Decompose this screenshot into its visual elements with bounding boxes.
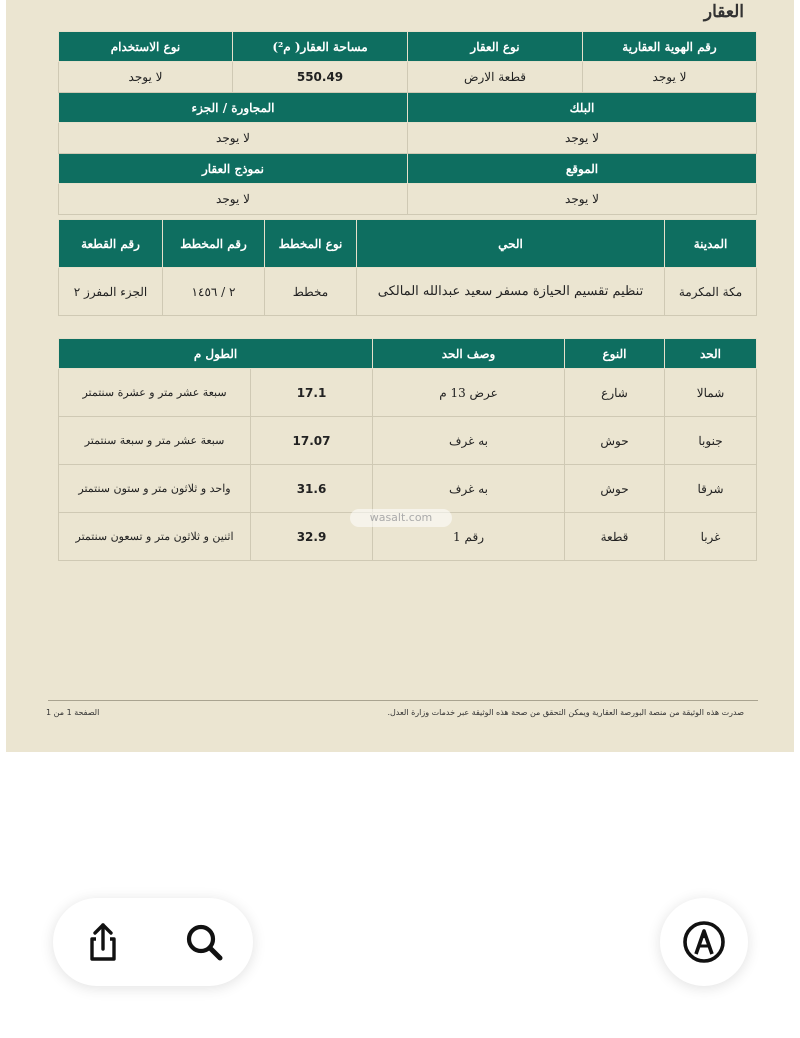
border-desc: به غرف	[373, 417, 565, 465]
border-desc: عرض 13 م	[373, 369, 565, 417]
border-desc: رقم 1	[373, 513, 565, 561]
header-property-area: مساحة العقار( م²)	[233, 32, 408, 62]
table-row	[59, 465, 757, 513]
border-type: حوش	[565, 417, 665, 465]
toolbar-pill	[53, 898, 253, 986]
value-plot-number: الجزء المفرز ٢	[59, 268, 163, 316]
watermark: wasalt.com	[350, 509, 452, 527]
border-type: حوش	[565, 465, 665, 513]
value-property-type: قطعة الارض	[408, 62, 583, 93]
share-button[interactable]	[79, 918, 127, 966]
border-length: 17.07	[251, 417, 373, 465]
table-row	[59, 369, 757, 417]
value-block: لا يوجد	[408, 123, 757, 154]
border-side: جنوبا	[665, 417, 757, 465]
property-table	[58, 31, 757, 215]
header-block: البلك	[408, 93, 757, 123]
border-side: شمالا	[665, 369, 757, 417]
border-length-text: اثنين و ثلاثون متر و تسعون سنتمتر	[59, 513, 251, 561]
border-type: قطعة	[565, 513, 665, 561]
header-length: الطول م	[59, 339, 373, 369]
header-property-model: نموذج العقار	[59, 154, 408, 184]
border-side: غربا	[665, 513, 757, 561]
border-desc: به غرف	[373, 465, 565, 513]
markup-pill	[660, 898, 748, 986]
header-border-desc: وصف الحد	[373, 339, 565, 369]
header-plan-number: رقم المخطط	[163, 220, 265, 268]
value-plan-type: مخطط	[265, 268, 357, 316]
value-city: مكة المكرمة	[665, 268, 757, 316]
value-location: لا يوجد	[408, 184, 757, 215]
header-property-id: رقم الهوية العقارية	[583, 32, 757, 62]
header-property-type: نوع العقار	[408, 32, 583, 62]
border-length-text: سبعة عشر متر و عشرة سنتمتر	[59, 369, 251, 417]
border-length-text: واحد و ثلاثون متر و ستون سنتمتر	[59, 465, 251, 513]
header-plot-number: رقم القطعة	[59, 220, 163, 268]
border-side: شرقا	[665, 465, 757, 513]
value-district: تنظيم تقسيم الحيازة مسفر سعيد عبدالله المالكى	[357, 268, 665, 316]
borders-table	[58, 338, 757, 561]
value-property-model: لا يوجد	[59, 184, 408, 215]
header-plan-type: نوع المخطط	[265, 220, 357, 268]
location-table	[58, 219, 757, 316]
border-length: 31.6	[251, 465, 373, 513]
header-location: الموقع	[408, 154, 757, 184]
header-city: المدينة	[665, 220, 757, 268]
header-usage-type: نوع الاستخدام	[59, 32, 233, 62]
value-property-area: 550.49	[233, 62, 408, 93]
border-length: 32.9	[251, 513, 373, 561]
value-property-id: لا يوجد	[583, 62, 757, 93]
search-icon	[181, 918, 229, 966]
value-usage-type: لا يوجد	[59, 62, 233, 93]
search-button[interactable]	[181, 918, 229, 966]
header-neighborhood-part: المجاورة / الجزء	[59, 93, 408, 123]
border-type: شارع	[565, 369, 665, 417]
value-plan-number: ٢ / ١٤٥٦	[163, 268, 265, 316]
header-district: الحي	[357, 220, 665, 268]
footer-note: صدرت هذه الوثيقة من منصة البورصة العقارية ويمكن التحقق من صحة هذه الوثيقة عبر خدمات وزارة العدل.	[387, 708, 744, 717]
border-length: 17.1	[251, 369, 373, 417]
share-icon	[79, 918, 127, 966]
header-side: الحد	[665, 339, 757, 369]
markup-pen-icon	[680, 918, 728, 966]
table-row	[59, 417, 757, 465]
page-number: الصفحة 1 من 1	[46, 708, 100, 717]
footer-divider	[48, 700, 758, 701]
section-title: العقار	[703, 2, 744, 22]
value-neighborhood-part: لا يوجد	[59, 123, 408, 154]
border-length-text: سبعة عشر متر و سبعة سنتمتر	[59, 417, 251, 465]
document-page	[6, 0, 794, 752]
header-border-type: النوع	[565, 339, 665, 369]
markup-button[interactable]	[680, 918, 728, 966]
